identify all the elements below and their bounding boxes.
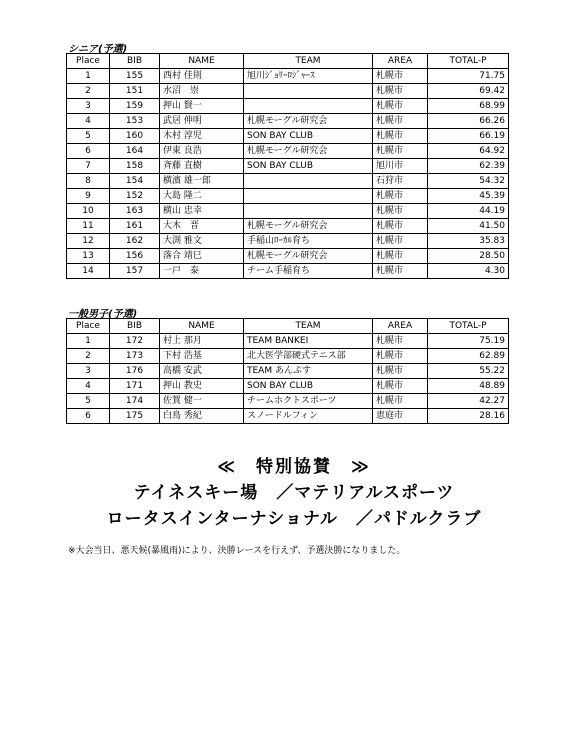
cell-total: 64.92: [428, 144, 509, 159]
cell-total: 42.27: [428, 394, 509, 409]
table-header-row: [67, 319, 509, 334]
cell-bib: 153: [110, 114, 160, 129]
cell-place: 1: [67, 334, 110, 349]
table-row: [67, 189, 509, 204]
cell-bib: 164: [110, 144, 160, 159]
table-row: [67, 219, 509, 234]
cell-total: 44.19: [428, 204, 509, 219]
cell-area: 札幌市: [373, 234, 428, 249]
cell-total: 28.50: [428, 249, 509, 264]
cell-team: スノードルフィン: [244, 409, 373, 424]
cell-bib: 156: [110, 249, 160, 264]
cell-bib: 154: [110, 174, 160, 189]
cell-name: 白鳥 秀紀: [160, 409, 244, 424]
cell-total: 35.83: [428, 234, 509, 249]
cell-team: [244, 174, 373, 189]
cell-area: 札幌市: [373, 249, 428, 264]
table-row: [67, 204, 509, 219]
cell-place: 14: [67, 264, 110, 279]
cell-bib: 175: [110, 409, 160, 424]
cell-bib: 157: [110, 264, 160, 279]
cell-area: 札幌市: [373, 379, 428, 394]
cell-name: 大木 晋: [160, 219, 244, 234]
cell-total: 66.19: [428, 129, 509, 144]
cell-place: 12: [67, 234, 110, 249]
cell-total: 66.26: [428, 114, 509, 129]
column-header-total: TOTAL-P: [428, 54, 509, 69]
cell-place: 6: [67, 144, 110, 159]
cell-place: 8: [67, 174, 110, 189]
cell-area: 札幌市: [373, 334, 428, 349]
cell-place: 11: [67, 219, 110, 234]
table-header-row: [67, 54, 509, 69]
table-row: [67, 249, 509, 264]
cell-bib: 173: [110, 349, 160, 364]
table-row: [67, 114, 509, 129]
cell-total: 68.99: [428, 99, 509, 114]
cell-place: 13: [67, 249, 110, 264]
column-header-name: NAME: [160, 319, 244, 334]
cell-area: 札幌市: [373, 204, 428, 219]
men-section-title: 一般男子(予選): [68, 309, 138, 320]
cell-name: 横濱 雄一郎: [160, 174, 244, 189]
cell-total: 48.89: [428, 379, 509, 394]
cell-team: TEAM あんぷす: [244, 364, 373, 379]
cell-bib: 158: [110, 159, 160, 174]
cell-name: 一戸 泰: [160, 264, 244, 279]
cell-total: 71.75: [428, 69, 509, 84]
sponsor-line-1: テイネスキー場 ／マテリアルスポーツ: [133, 483, 455, 503]
cell-area: 札幌市: [373, 114, 428, 129]
cell-team: TEAM BANKEI: [244, 334, 373, 349]
cell-team: 手稲山ﾛｰｶﾙ育ち: [244, 234, 373, 249]
table-row: [67, 174, 509, 189]
cell-area: 札幌市: [373, 129, 428, 144]
cell-name: 押山 教史: [160, 379, 244, 394]
cell-place: 1: [67, 69, 110, 84]
cell-bib: 155: [110, 69, 160, 84]
cell-area: 石狩市: [373, 174, 428, 189]
senior-results-table: [66, 53, 509, 279]
cell-team: 札幌モーグル研究会: [244, 144, 373, 159]
cell-place: 5: [67, 129, 110, 144]
cell-place: 2: [67, 349, 110, 364]
cell-total: 62.89: [428, 349, 509, 364]
cell-place: 2: [67, 84, 110, 99]
cell-place: 6: [67, 409, 110, 424]
cell-name: 下村 浩基: [160, 349, 244, 364]
table-row: [67, 159, 509, 174]
table-row: [67, 84, 509, 99]
table-row: [67, 379, 509, 394]
cell-bib: 152: [110, 189, 160, 204]
cell-area: 札幌市: [373, 189, 428, 204]
cell-place: 4: [67, 379, 110, 394]
cell-team: 札幌モーグル研究会: [244, 114, 373, 129]
cell-area: 札幌市: [373, 364, 428, 379]
cell-place: 7: [67, 159, 110, 174]
table-row: [67, 234, 509, 249]
cell-place: 3: [67, 364, 110, 379]
sponsor-heading: ≪ 特別協賛 ≫: [217, 457, 371, 477]
table-row: [67, 129, 509, 144]
cell-area: 札幌市: [373, 69, 428, 84]
cell-name: 横山 忠幸: [160, 204, 244, 219]
column-header-area: AREA: [373, 319, 428, 334]
cell-name: 落合 靖巳: [160, 249, 244, 264]
cell-name: 押山 賢一: [160, 99, 244, 114]
cell-area: 札幌市: [373, 84, 428, 99]
cell-team: チームホクトスポーツ: [244, 394, 373, 409]
cell-bib: 160: [110, 129, 160, 144]
cell-area: 札幌市: [373, 349, 428, 364]
cell-area: 旭川市: [373, 159, 428, 174]
cell-total: 55.22: [428, 364, 509, 379]
cell-name: 村上 那月: [160, 334, 244, 349]
cell-bib: 174: [110, 394, 160, 409]
cell-area: 恵庭市: [373, 409, 428, 424]
table-row: [67, 349, 509, 364]
cell-bib: 172: [110, 334, 160, 349]
cell-name: 西村 佳則: [160, 69, 244, 84]
cell-total: 45.39: [428, 189, 509, 204]
table-row: [67, 264, 509, 279]
table-row: [67, 144, 509, 159]
table-row: [67, 394, 509, 409]
cell-name: 大渕 雅文: [160, 234, 244, 249]
cell-name: 大島 隆二: [160, 189, 244, 204]
cell-name: 水沼 崇: [160, 84, 244, 99]
cell-area: 札幌市: [373, 99, 428, 114]
cell-team: 北大医学部硬式テニス部: [244, 349, 373, 364]
cell-team: SON BAY CLUB: [244, 379, 373, 394]
cell-bib: 151: [110, 84, 160, 99]
cell-team: [244, 204, 373, 219]
cell-team: 旭川ｼﾞｮﾘｰﾛｼﾞｬｰｽ: [244, 69, 373, 84]
cell-name: 高橋 安武: [160, 364, 244, 379]
cell-total: 75.19: [428, 334, 509, 349]
cell-total: 62.39: [428, 159, 509, 174]
cell-total: 69.42: [428, 84, 509, 99]
cell-place: 10: [67, 204, 110, 219]
cell-team: SON BAY CLUB: [244, 159, 373, 174]
cell-team: [244, 84, 373, 99]
cell-total: 41.50: [428, 219, 509, 234]
cell-team: 札幌モーグル研究会: [244, 249, 373, 264]
column-header-total: TOTAL-P: [428, 319, 509, 334]
cell-total: 4.30: [428, 264, 509, 279]
table-row: [67, 364, 509, 379]
table-row: [67, 334, 509, 349]
cell-team: SON BAY CLUB: [244, 129, 373, 144]
cell-total: 28.16: [428, 409, 509, 424]
column-header-area: AREA: [373, 54, 428, 69]
cell-name: 斉藤 直樹: [160, 159, 244, 174]
senior-section-title: シニア(予選): [68, 44, 128, 55]
footnote: ※大会当日、悪天候(暴風雨)により、決勝レースを行えず、予選決勝になりました。: [68, 546, 406, 556]
cell-area: 札幌市: [373, 264, 428, 279]
cell-bib: 159: [110, 99, 160, 114]
table-row: [67, 99, 509, 114]
cell-bib: 176: [110, 364, 160, 379]
cell-bib: 162: [110, 234, 160, 249]
cell-name: 伊東 良浩: [160, 144, 244, 159]
cell-team: 札幌モーグル研究会: [244, 219, 373, 234]
column-header-bib: BIB: [110, 319, 160, 334]
cell-team: チーム手稲育ち: [244, 264, 373, 279]
cell-name: 佐賀 健一: [160, 394, 244, 409]
cell-place: 5: [67, 394, 110, 409]
column-header-place: Place: [67, 54, 110, 69]
column-header-team: TEAM: [244, 54, 373, 69]
cell-total: 54.32: [428, 174, 509, 189]
cell-team: [244, 189, 373, 204]
table-row: [67, 69, 509, 84]
cell-bib: 161: [110, 219, 160, 234]
column-header-bib: BIB: [110, 54, 160, 69]
cell-area: 札幌市: [373, 394, 428, 409]
men-results-table: [66, 318, 509, 424]
table-row: [67, 409, 509, 424]
sponsor-line-2: ロータスインターナショナル ／パドルクラブ: [106, 509, 482, 529]
cell-place: 3: [67, 99, 110, 114]
cell-name: 武居 伸明: [160, 114, 244, 129]
cell-place: 9: [67, 189, 110, 204]
cell-bib: 171: [110, 379, 160, 394]
cell-area: 札幌市: [373, 144, 428, 159]
cell-area: 札幌市: [373, 219, 428, 234]
cell-place: 4: [67, 114, 110, 129]
column-header-place: Place: [67, 319, 110, 334]
column-header-team: TEAM: [244, 319, 373, 334]
cell-bib: 163: [110, 204, 160, 219]
cell-team: [244, 99, 373, 114]
column-header-name: NAME: [160, 54, 244, 69]
cell-name: 木村 淳児: [160, 129, 244, 144]
